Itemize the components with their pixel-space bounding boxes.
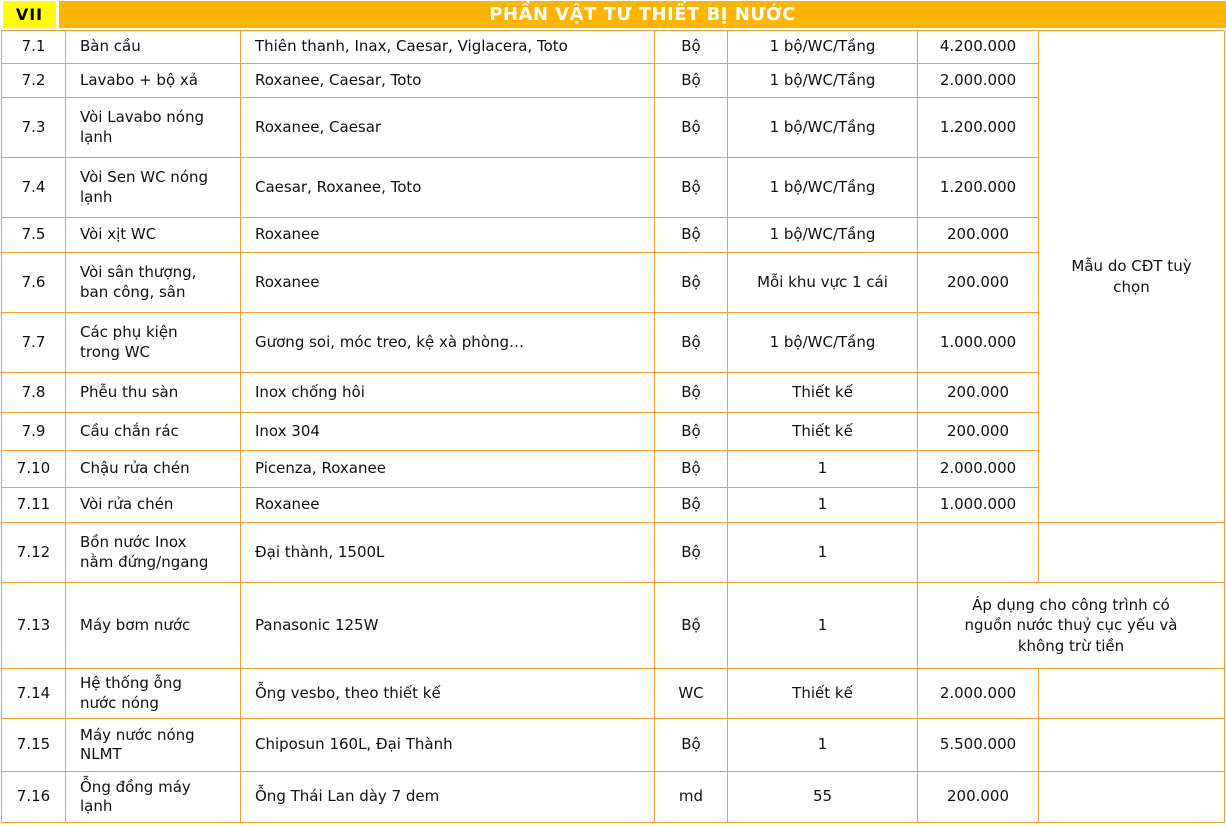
- cell-quantity: 1 bộ/WC/Tầng: [728, 313, 918, 373]
- cell-price: 5.500.000: [918, 719, 1039, 772]
- quote-table: [1, 30, 1225, 823]
- cell-unit: Bộ: [655, 98, 728, 158]
- cell-quantity: 1: [728, 488, 918, 523]
- cell-item-name: Lavabo + bộ xả: [66, 64, 241, 98]
- cell-item-name: Vòi sân thượng, ban công, sân: [66, 253, 241, 313]
- cell-unit: Bộ: [655, 451, 728, 488]
- cell-unit: Bộ: [655, 64, 728, 98]
- table-row: [2, 523, 1225, 583]
- table-row: [2, 31, 1225, 64]
- cell-brand: Roxanee, Caesar, Toto: [241, 64, 655, 98]
- cell-brand: Gương soi, móc treo, kệ xà phòng…: [241, 313, 655, 373]
- cell-quantity: Thiết kế: [728, 413, 918, 451]
- cell-price: 200.000: [918, 218, 1039, 253]
- cell-unit: WC: [655, 669, 728, 719]
- cell-row-number: 7.4: [2, 158, 66, 218]
- cell-quantity: Mỗi khu vực 1 cái: [728, 253, 918, 313]
- cell-price: 4.200.000: [918, 31, 1039, 64]
- table-row: [2, 719, 1225, 772]
- cell-row-number: 7.5: [2, 218, 66, 253]
- cell-shared-note: Mẫu do CĐT tuỳ chọn: [1039, 31, 1225, 523]
- cell-unit: Bộ: [655, 218, 728, 253]
- cell-item-name: Vòi rửa chén: [66, 488, 241, 523]
- cell-unit: Bộ: [655, 373, 728, 413]
- cell-unit: Bộ: [655, 488, 728, 523]
- cell-brand: Inox 304: [241, 413, 655, 451]
- cell-row-number: 7.9: [2, 413, 66, 451]
- cell-item-name: Bồn nước Inox nằm đứng/ngang: [66, 523, 241, 583]
- cell-note-empty: [1039, 772, 1225, 823]
- cell-brand: Chiposun 160L, Đại Thành: [241, 719, 655, 772]
- section-number: VII: [3, 1, 56, 28]
- cell-unit: Bộ: [655, 413, 728, 451]
- cell-row-number: 7.6: [2, 253, 66, 313]
- cell-brand: Ỗng vesbo, theo thiết kế: [241, 669, 655, 719]
- cell-quantity: 1 bộ/WC/Tầng: [728, 98, 918, 158]
- cell-row-number: 7.14: [2, 669, 66, 719]
- cell-brand: Panasonic 125W: [241, 583, 655, 669]
- cell-note-empty: [1039, 719, 1225, 772]
- cell-row-number: 7.8: [2, 373, 66, 413]
- cell-brand: Picenza, Roxanee: [241, 451, 655, 488]
- cell-brand: Đại thành, 1500L: [241, 523, 655, 583]
- cell-unit: Bộ: [655, 719, 728, 772]
- cell-item-name: Vòi Lavabo nóng lạnh: [66, 98, 241, 158]
- cell-unit: Bộ: [655, 158, 728, 218]
- cell-row-number: 7.12: [2, 523, 66, 583]
- cell-quantity: Thiết kế: [728, 669, 918, 719]
- cell-note: Áp dụng cho công trình có nguồn nước thuỷ cục yếu và không trừ tiền: [918, 583, 1225, 669]
- cell-item-name: Máy bơm nước: [66, 583, 241, 669]
- cell-unit: Bộ: [655, 253, 728, 313]
- cell-quantity: 1 bộ/WC/Tầng: [728, 31, 918, 64]
- cell-brand: Inox chống hôi: [241, 373, 655, 413]
- table-row: [2, 583, 1225, 669]
- cell-price: 200.000: [918, 253, 1039, 313]
- cell-price: 2.000.000: [918, 64, 1039, 98]
- cell-price: 2.000.000: [918, 451, 1039, 488]
- cell-item-name: Cầu chắn rác: [66, 413, 241, 451]
- cell-unit: Bộ: [655, 523, 728, 583]
- cell-row-number: 7.7: [2, 313, 66, 373]
- cell-price: 200.000: [918, 772, 1039, 823]
- cell-item-name: Hệ thống ỗng nước nóng: [66, 669, 241, 719]
- cell-price: 1.000.000: [918, 313, 1039, 373]
- cell-unit: Bộ: [655, 583, 728, 669]
- cell-price: 200.000: [918, 373, 1039, 413]
- cell-row-number: 7.3: [2, 98, 66, 158]
- cell-brand: Roxanee: [241, 253, 655, 313]
- cell-price: 1.200.000: [918, 158, 1039, 218]
- cell-row-number: 7.15: [2, 719, 66, 772]
- cell-row-number: 7.2: [2, 64, 66, 98]
- cell-brand: Thiên thanh, Inax, Caesar, Viglacera, Toto: [241, 31, 655, 64]
- cell-price: 2.000.000: [918, 669, 1039, 719]
- cell-row-number: 7.10: [2, 451, 66, 488]
- cell-note-empty: [1039, 523, 1225, 583]
- cell-quantity: 1: [728, 451, 918, 488]
- cell-row-number: 7.11: [2, 488, 66, 523]
- cell-brand: Roxanee: [241, 488, 655, 523]
- cell-price: 1.200.000: [918, 98, 1039, 158]
- cell-quantity: 1 bộ/WC/Tầng: [728, 64, 918, 98]
- cell-item-name: Chậu rửa chén: [66, 451, 241, 488]
- cell-item-name: Ỗng đồng máy lạnh: [66, 772, 241, 823]
- cell-price: 1.000.000: [918, 488, 1039, 523]
- cell-item-name: Vòi Sen WC nóng lạnh: [66, 158, 241, 218]
- cell-item-name: Các phụ kiện trong WC: [66, 313, 241, 373]
- cell-row-number: 7.1: [2, 31, 66, 64]
- cell-price: 200.000: [918, 413, 1039, 451]
- cell-quantity: Thiết kế: [728, 373, 918, 413]
- cell-item-name: Vòi xịt WC: [66, 218, 241, 253]
- cell-price-empty: [918, 523, 1039, 583]
- cell-item-name: Máy nước nóng NLMT: [66, 719, 241, 772]
- cell-quantity: 55: [728, 772, 918, 823]
- cell-quantity: 1 bộ/WC/Tầng: [728, 218, 918, 253]
- cell-brand: Roxanee, Caesar: [241, 98, 655, 158]
- cell-quantity: 1 bộ/WC/Tầng: [728, 158, 918, 218]
- cell-item-name: Bàn cầu: [66, 31, 241, 64]
- cell-quantity: 1: [728, 583, 918, 669]
- cell-item-name: Phễu thu sàn: [66, 373, 241, 413]
- cell-row-number: 7.13: [2, 583, 66, 669]
- cell-brand: Caesar, Roxanee, Toto: [241, 158, 655, 218]
- table-row: [2, 772, 1225, 823]
- cell-brand: Ỗng Thái Lan dày 7 dem: [241, 772, 655, 823]
- cell-unit: Bộ: [655, 313, 728, 373]
- cell-quantity: 1: [728, 719, 918, 772]
- section-title: PHẦN VẬT TƯ THIẾT BỊ NƯỚC: [59, 1, 1226, 28]
- table-row: [2, 669, 1225, 719]
- section-header: [0, 0, 1226, 28]
- cell-row-number: 7.16: [2, 772, 66, 823]
- cell-unit: Bộ: [655, 31, 728, 64]
- cell-quantity: 1: [728, 523, 918, 583]
- cell-unit: md: [655, 772, 728, 823]
- cell-brand: Roxanee: [241, 218, 655, 253]
- cell-note-empty: [1039, 669, 1225, 719]
